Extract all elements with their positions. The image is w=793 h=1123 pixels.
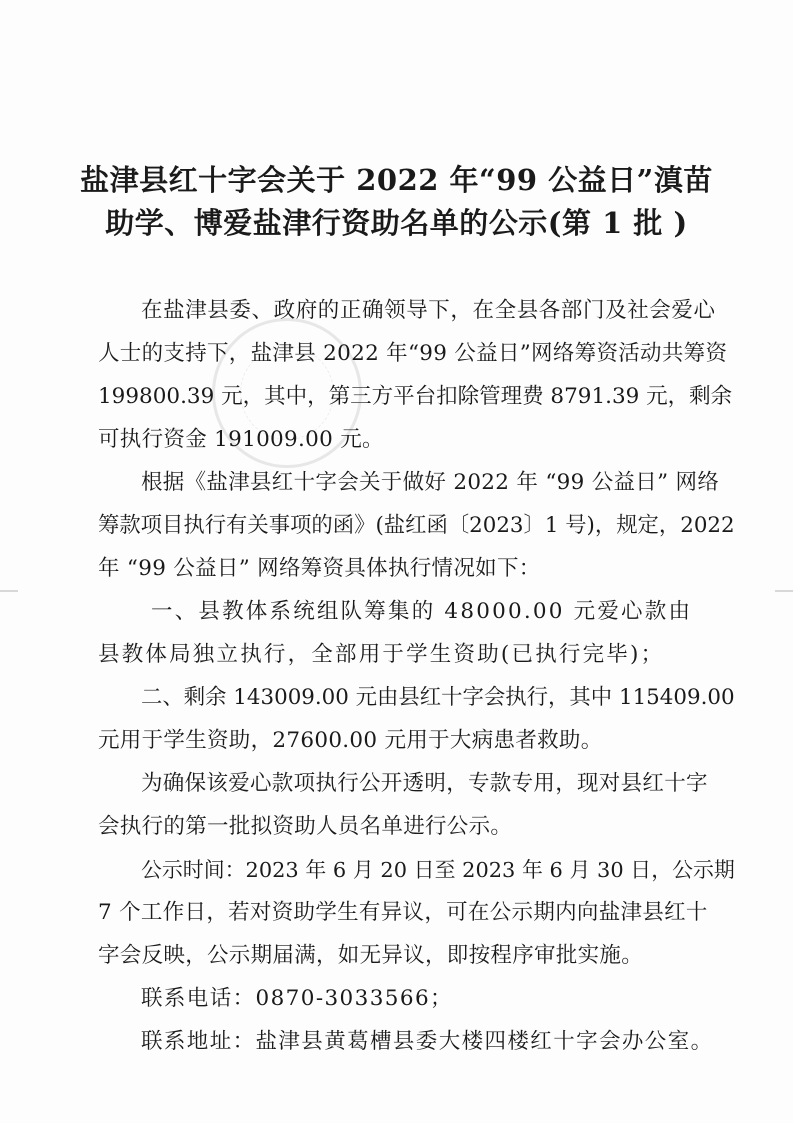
body-line-1: 在盐津县委、政府的正确领导下，在全县各部门及社会爱心 [141, 298, 716, 323]
binding-mark-right [775, 590, 793, 592]
body-line-6: 筹款项目执行有关事项的函》(盐红函〔2023〕1 号)，规定，2022 [98, 513, 735, 538]
body-line-13: 会执行的第一批拟资助人员名单进行公示。 [98, 814, 513, 839]
body-line-12: 为确保该爱心款项执行公开透明，专款专用，现对县红十字 [141, 771, 708, 796]
body-line-15: 7 个工作日，若对资助学生有异议，可在公示期内向盐津县红十 [98, 900, 708, 925]
body-line-7: 年 “99 公益日” 网络筹资具体执行情况如下： [98, 556, 541, 581]
body-line-8: 一、县教体系统组队筹集的 48000.00 元爱心款由 [151, 599, 693, 624]
body-line-4: 可执行资金 191009.00 元。 [98, 427, 384, 452]
body-line-5: 根据《盐津县红十字会关于做好 2022 年 “99 公益日” 网络 [141, 470, 720, 495]
body-line-11: 元用于学生资助，27600.00 元用于大病患者救助。 [98, 728, 603, 753]
body-line-9: 县教体局独立执行，全部用于学生资助(已执行完毕)； [98, 642, 665, 667]
contact-phone: 联系电话：0870-3033566； [141, 986, 453, 1011]
document-title-line-1: 盐津县红十字会关于 2022 年“99 公益日”滇苗 [80, 163, 713, 197]
body-line-2: 人士的支持下，盐津县 2022 年“99 公益日”网络筹资活动共筹资 [98, 341, 728, 366]
contact-address: 联系地址：盐津县黄葛槽县委大楼四楼红十字会办公室。 [141, 1029, 714, 1054]
body-line-16: 字会反映，公示期届满，如无异议，即按程序审批实施。 [98, 943, 644, 968]
body-line-3: 199800.39 元，其中，第三方平台扣除管理费 8791.39 元，剩余 [98, 384, 733, 409]
binding-mark-left [0, 590, 18, 592]
document-title-line-2: 助学、博爱盐津行资助名单的公示(第 1 批 ) [105, 206, 688, 240]
body-line-14: 公示时间：2023 年 6 月 20 日至 2023 年 6 月 30 日，公示期 [141, 858, 735, 882]
body-line-10: 二、剩余 143009.00 元由县红十字会执行，其中 115409.00 [141, 685, 735, 710]
